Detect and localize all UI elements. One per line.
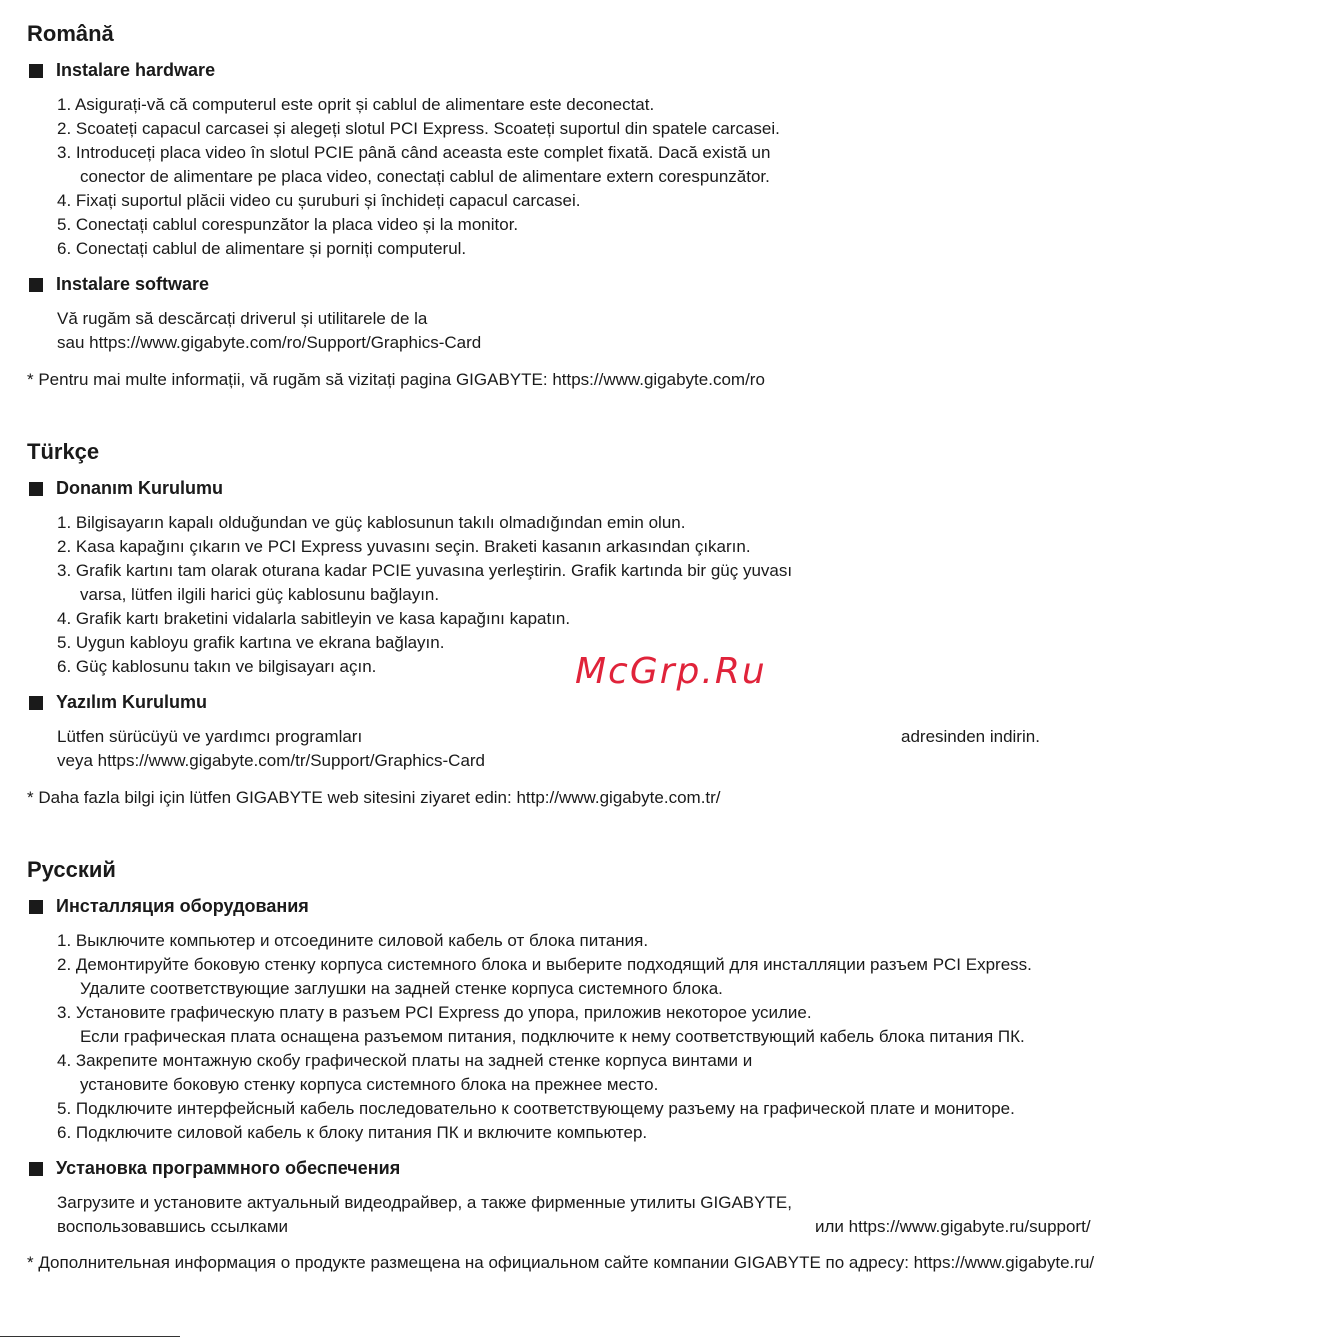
step-line: 5. Uygun kabloyu grafik kartına ve ekrana bağlayın.: [57, 633, 445, 652]
step-line-continuation: Удалите соответствующие заглушки на задней стенке корпуса системного блока.: [80, 979, 723, 998]
footnote-turkce: * Daha fazla bilgi için lütfen GIGABYTE web sitesini ziyaret edin: http://www.gigabyte.com.tr/: [27, 788, 721, 807]
heading-software-romana: Instalare software: [56, 274, 210, 294]
step-line: 4. Fixați suportul plăcii video cu șuruburi și închideți capacul carcasei.: [57, 191, 581, 210]
step-line: 5. Conectați cablul corespunzător la placa video și la monitor.: [57, 215, 519, 234]
footnote-romana: * Pentru mai multe informații, vă rugăm să vizitați pagina GIGABYTE: https://www.gigabyte.com/ro: [27, 370, 765, 389]
bullet-square: [29, 278, 43, 292]
software-link-text: veya https://www.gigabyte.com/tr/Support/Graphics-Card: [57, 751, 486, 770]
step-line: 6. Подключите силовой кабель к блоку питания ПК и включите компьютер.: [57, 1123, 648, 1142]
software-text: Lütfen sürücüyü ve yardımcı programları: [57, 727, 363, 746]
step-line-continuation: установите боковую стенку корпуса системного блока на прежнее место.: [80, 1075, 659, 1094]
watermark-logo: McGrp.Ru: [575, 651, 767, 692]
step-line-continuation: conector de alimentare pe placa video, conectați cablul de alimentare extern corespunzător.: [80, 167, 770, 186]
software-text: Загрузите и установите актуальный видеодрайвер, а также фирменные утилиты GIGABYTE,: [57, 1193, 792, 1212]
step-line: 4. Закрепите монтажную скобу графической платы на задней стенке корпуса винтами и: [57, 1051, 753, 1070]
step-line-continuation: Если графическая плата оснащена разъемом питания, подключите к нему соответствующий кабель блока питания ПК.: [80, 1027, 1025, 1046]
bullet-square: [29, 900, 43, 914]
software-text: воспользовавшись ссылками: [57, 1217, 289, 1236]
bullet-square: [29, 1162, 43, 1176]
heading-software-turkce: Yazılım Kurulumu: [56, 692, 208, 712]
software-text-end: adresinden indirin.: [901, 727, 1040, 746]
heading-hardware-romana: Instalare hardware: [56, 60, 216, 80]
step-line: 1. Asigurați-vă că computerul este oprit și cablul de alimentare este deconectat.: [57, 95, 655, 114]
step-line: 3. Grafik kartını tam olarak oturana kadar PCIE yuvasına yerleştirin. Grafik kartında bir güç yuvası: [57, 561, 793, 580]
section-title-romana: Română: [27, 21, 114, 46]
bullet-square: [29, 696, 43, 710]
bullet-square: [29, 64, 43, 78]
step-line: 4. Grafik kartı braketini vidalarla sabitleyin ve kasa kapağını kapatın.: [57, 609, 571, 628]
footer-divider: [0, 1336, 180, 1337]
step-line: 3. Установите графическую плату в разъем PCI Express до упора, приложив некоторое усилие.: [57, 1003, 812, 1022]
step-line-continuation: varsa, lütfen ilgili harici güç kablosunu bağlayın.: [80, 585, 440, 604]
step-line: 3. Introduceți placa video în slotul PCIE până când aceasta este complet fixată. Dacă există un: [57, 143, 771, 162]
footnote-russkiy: * Дополнительная информация о продукте размещена на официальном сайте компании GIGABYTE по адресу: https://www.gigabyte.ru/: [27, 1253, 1095, 1272]
step-line: 6. Conectați cablul de alimentare și porniți computerul.: [57, 239, 467, 258]
step-line: 1. Bilgisayarın kapalı olduğundan ve güç kablosunun takılı olmadığından emin olun.: [57, 513, 686, 532]
software-link-text: или https://www.gigabyte.ru/support/: [815, 1217, 1091, 1236]
step-line: 1. Выключите компьютер и отсоедините силовой кабель от блока питания.: [57, 931, 649, 950]
step-line: 2. Scoateți capacul carcasei și alegeți slotul PCI Express. Scoateți suportul din spatele carcasei.: [57, 119, 780, 138]
step-line: 5. Подключите интерфейсный кабель последовательно к соответствующему разъему на графической плате и мониторе.: [57, 1099, 1015, 1118]
section-title-russkiy: Русский: [27, 857, 116, 882]
heading-software-russkiy: Установка программного обеспечения: [56, 1158, 401, 1178]
step-line: 2. Kasa kapağını çıkarın ve PCI Express yuvasını seçin. Braketi kasanın arkasından çıkarın.: [57, 537, 751, 556]
bullet-square: [29, 482, 43, 496]
heading-hardware-turkce: Donanım Kurulumu: [56, 478, 223, 498]
software-text: Vă rugăm să descărcați driverul și utilitarele de la: [57, 309, 428, 328]
section-title-turkce: Türkçe: [27, 439, 100, 464]
step-line: 6. Güç kablosunu takın ve bilgisayarı açın.: [57, 657, 377, 676]
step-line: 2. Демонтируйте боковую стенку корпуса системного блока и выберите подходящий для инсталляции разъем PCI Express.: [57, 955, 1032, 974]
software-link-text: sau https://www.gigabyte.com/ro/Support/Graphics-Card: [57, 333, 482, 352]
heading-hardware-russkiy: Инсталляция оборудования: [56, 896, 309, 916]
